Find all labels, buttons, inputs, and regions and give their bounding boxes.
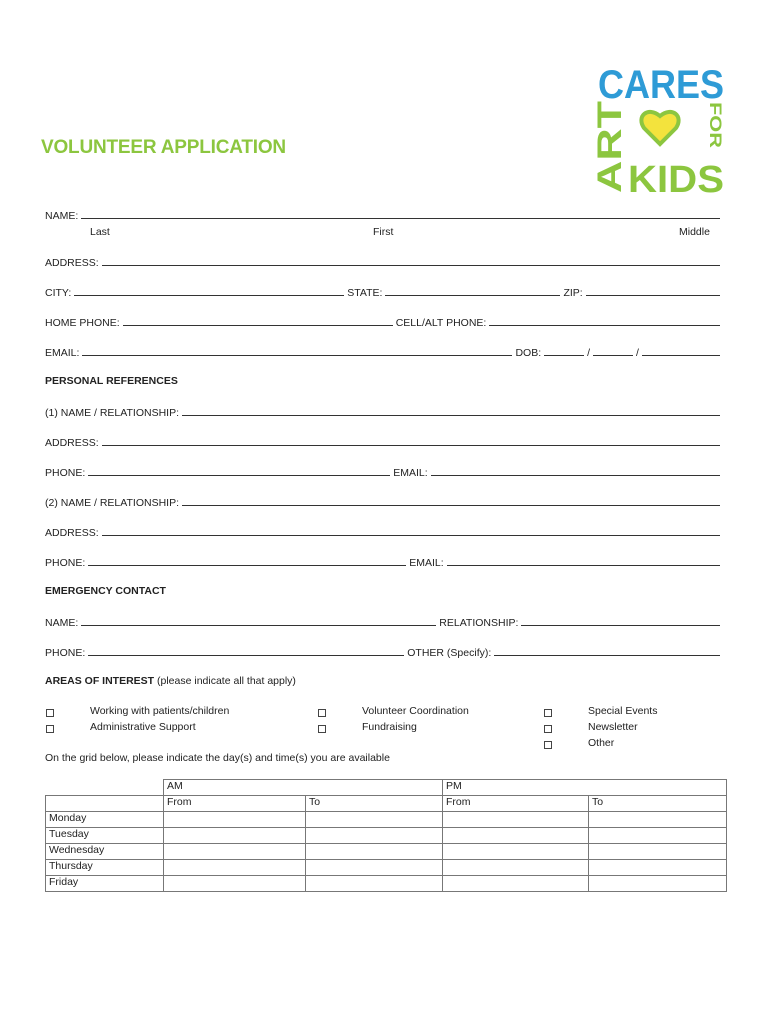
city-field[interactable] [74, 295, 344, 296]
emergency-relationship-field[interactable] [521, 625, 720, 626]
name-field[interactable] [81, 218, 720, 219]
emergency-name-row [45, 613, 723, 629]
ref2-name-label: (2) NAME / RELATIONSHIP: [45, 497, 179, 509]
pm-from-cell[interactable] [443, 844, 589, 860]
table-row [46, 812, 727, 828]
day-label: Monday [46, 812, 164, 828]
am-from-cell[interactable] [164, 812, 306, 828]
city-state-zip-row [45, 283, 723, 299]
ref2-contact-row [45, 553, 723, 569]
ref2-address-field[interactable] [102, 535, 720, 536]
pm-to-cell[interactable] [589, 844, 727, 860]
home-phone-label: HOME PHONE: [45, 317, 120, 329]
name-last-caption: Last [90, 226, 110, 238]
name-row [45, 206, 723, 222]
name-first-caption: First [373, 226, 394, 238]
emergency-other-field[interactable] [494, 655, 720, 656]
dob-label: DOB: [515, 347, 542, 359]
interest-label: Other [588, 737, 615, 749]
table-row [46, 860, 727, 876]
am-to-cell[interactable] [306, 844, 443, 860]
ref2-name-field[interactable] [182, 505, 720, 506]
interest-label: Newsletter [588, 721, 638, 733]
emergency-name-label: NAME: [45, 617, 79, 629]
day-label: Wednesday [46, 844, 164, 860]
interest-label: Working with patients/children [90, 705, 230, 717]
emergency-other-label: OTHER (Specify): [407, 647, 492, 659]
pm-to-cell[interactable] [589, 860, 727, 876]
interests-heading: AREAS OF INTEREST [45, 675, 155, 687]
references-heading: PERSONAL REFERENCES [45, 375, 178, 387]
interest-checkbox[interactable] [46, 725, 54, 733]
interest-label: Volunteer Coordination [362, 705, 469, 717]
ref1-phone-label: PHONE: [45, 467, 86, 479]
am-from-cell[interactable] [164, 844, 306, 860]
dob-separator: / [636, 347, 639, 359]
state-label: STATE: [347, 287, 383, 299]
interest-label: Special Events [588, 705, 658, 717]
day-label: Friday [46, 876, 164, 892]
emergency-heading: EMERGENCY CONTACT [45, 585, 166, 597]
dob-month-field[interactable] [544, 355, 584, 356]
dob-day-field[interactable] [593, 355, 633, 356]
interest-checkbox[interactable] [318, 725, 326, 733]
am-to-header: To [306, 796, 443, 812]
am-to-cell[interactable] [306, 828, 443, 844]
interest-checkbox[interactable] [46, 709, 54, 717]
interest-checkbox[interactable] [544, 709, 552, 717]
page-title: VOLUNTEER APPLICATION [41, 137, 286, 158]
pm-from-cell[interactable] [443, 860, 589, 876]
ref2-phone-field[interactable] [88, 565, 406, 566]
pm-to-cell[interactable] [589, 812, 727, 828]
grid-corner-cell [46, 796, 164, 812]
address-field[interactable] [102, 265, 720, 266]
city-label: CITY: [45, 287, 72, 299]
day-label: Tuesday [46, 828, 164, 844]
am-to-cell[interactable] [306, 876, 443, 892]
email-dob-row [45, 343, 723, 359]
home-phone-field[interactable] [123, 325, 393, 326]
ref2-address-row [45, 523, 723, 539]
ref1-address-field[interactable] [102, 445, 720, 446]
heart-icon [641, 112, 678, 144]
availability-instruction: On the grid below, please indicate the day(s) and time(s) you are available [45, 752, 390, 764]
interest-checkbox[interactable] [318, 709, 326, 717]
emergency-phone-label: PHONE: [45, 647, 86, 659]
pm-header: PM [443, 780, 727, 796]
table-row [46, 844, 727, 860]
logo-for-text: FOR [706, 102, 725, 138]
zip-field[interactable] [586, 295, 720, 296]
availability-grid [45, 779, 727, 892]
interest-label: Administrative Support [90, 721, 196, 733]
day-label: Thursday [46, 860, 164, 876]
table-row [46, 876, 727, 892]
am-from-cell[interactable] [164, 828, 306, 844]
ref1-address-label: ADDRESS: [45, 437, 99, 449]
logo-art-text: ART [591, 123, 629, 193]
interest-label: Fundraising [362, 721, 417, 733]
interest-checkbox[interactable] [544, 741, 552, 749]
emergency-phone-field[interactable] [88, 655, 404, 656]
ref1-name-field[interactable] [182, 415, 720, 416]
phone-row [45, 313, 723, 329]
cell-phone-label: CELL/ALT PHONE: [395, 317, 487, 329]
emergency-name-field[interactable] [81, 625, 436, 626]
ref1-contact-row [45, 463, 723, 479]
art-cares-for-kids-logo [588, 60, 728, 196]
am-from-header: From [164, 796, 306, 812]
ref2-address-label: ADDRESS: [45, 527, 99, 539]
interests-heading-line [45, 675, 296, 687]
am-from-cell[interactable] [164, 876, 306, 892]
zip-label: ZIP: [563, 287, 583, 299]
table-row [46, 828, 727, 844]
pm-to-cell[interactable] [589, 828, 727, 844]
pm-from-cell[interactable] [443, 828, 589, 844]
emergency-phone-row [45, 643, 723, 659]
grid-corner-cell [46, 780, 164, 796]
emergency-relationship-label: RELATIONSHIP: [439, 617, 519, 629]
address-label: ADDRESS: [45, 257, 99, 269]
ref1-email-field[interactable] [431, 475, 720, 476]
email-label: EMAIL: [45, 347, 80, 359]
name-label: NAME: [45, 210, 79, 222]
ref2-email-field[interactable] [447, 565, 720, 566]
am-header: AM [164, 780, 443, 796]
pm-from-cell[interactable] [443, 876, 589, 892]
am-to-cell[interactable] [306, 812, 443, 828]
interest-checkbox[interactable] [544, 725, 552, 733]
state-field[interactable] [385, 295, 560, 296]
name-middle-caption: Middle [679, 226, 710, 238]
ref1-name-row [45, 403, 723, 419]
am-from-cell[interactable] [164, 860, 306, 876]
interests-note: (please indicate all that apply) [157, 675, 296, 687]
cell-phone-field[interactable] [489, 325, 720, 326]
email-field[interactable] [82, 355, 512, 356]
ref1-phone-field[interactable] [88, 475, 390, 476]
ref1-name-label: (1) NAME / RELATIONSHIP: [45, 407, 179, 419]
address-row [45, 253, 723, 269]
pm-from-header: From [443, 796, 589, 812]
ref2-phone-label: PHONE: [45, 557, 86, 569]
am-to-cell[interactable] [306, 860, 443, 876]
ref2-email-label: EMAIL: [409, 557, 444, 569]
dob-year-field[interactable] [642, 355, 720, 356]
grid-header-row [46, 780, 727, 796]
ref1-address-row [45, 433, 723, 449]
ref2-name-row [45, 493, 723, 509]
grid-subheader-row [46, 796, 727, 812]
dob-separator: / [587, 347, 591, 359]
logo-kids-text: KIDS [628, 159, 724, 196]
logo-cares-text: CARES [598, 63, 724, 107]
pm-from-cell[interactable] [443, 812, 589, 828]
pm-to-cell[interactable] [589, 876, 727, 892]
ref1-email-label: EMAIL: [393, 467, 428, 479]
pm-to-header: To [589, 796, 727, 812]
